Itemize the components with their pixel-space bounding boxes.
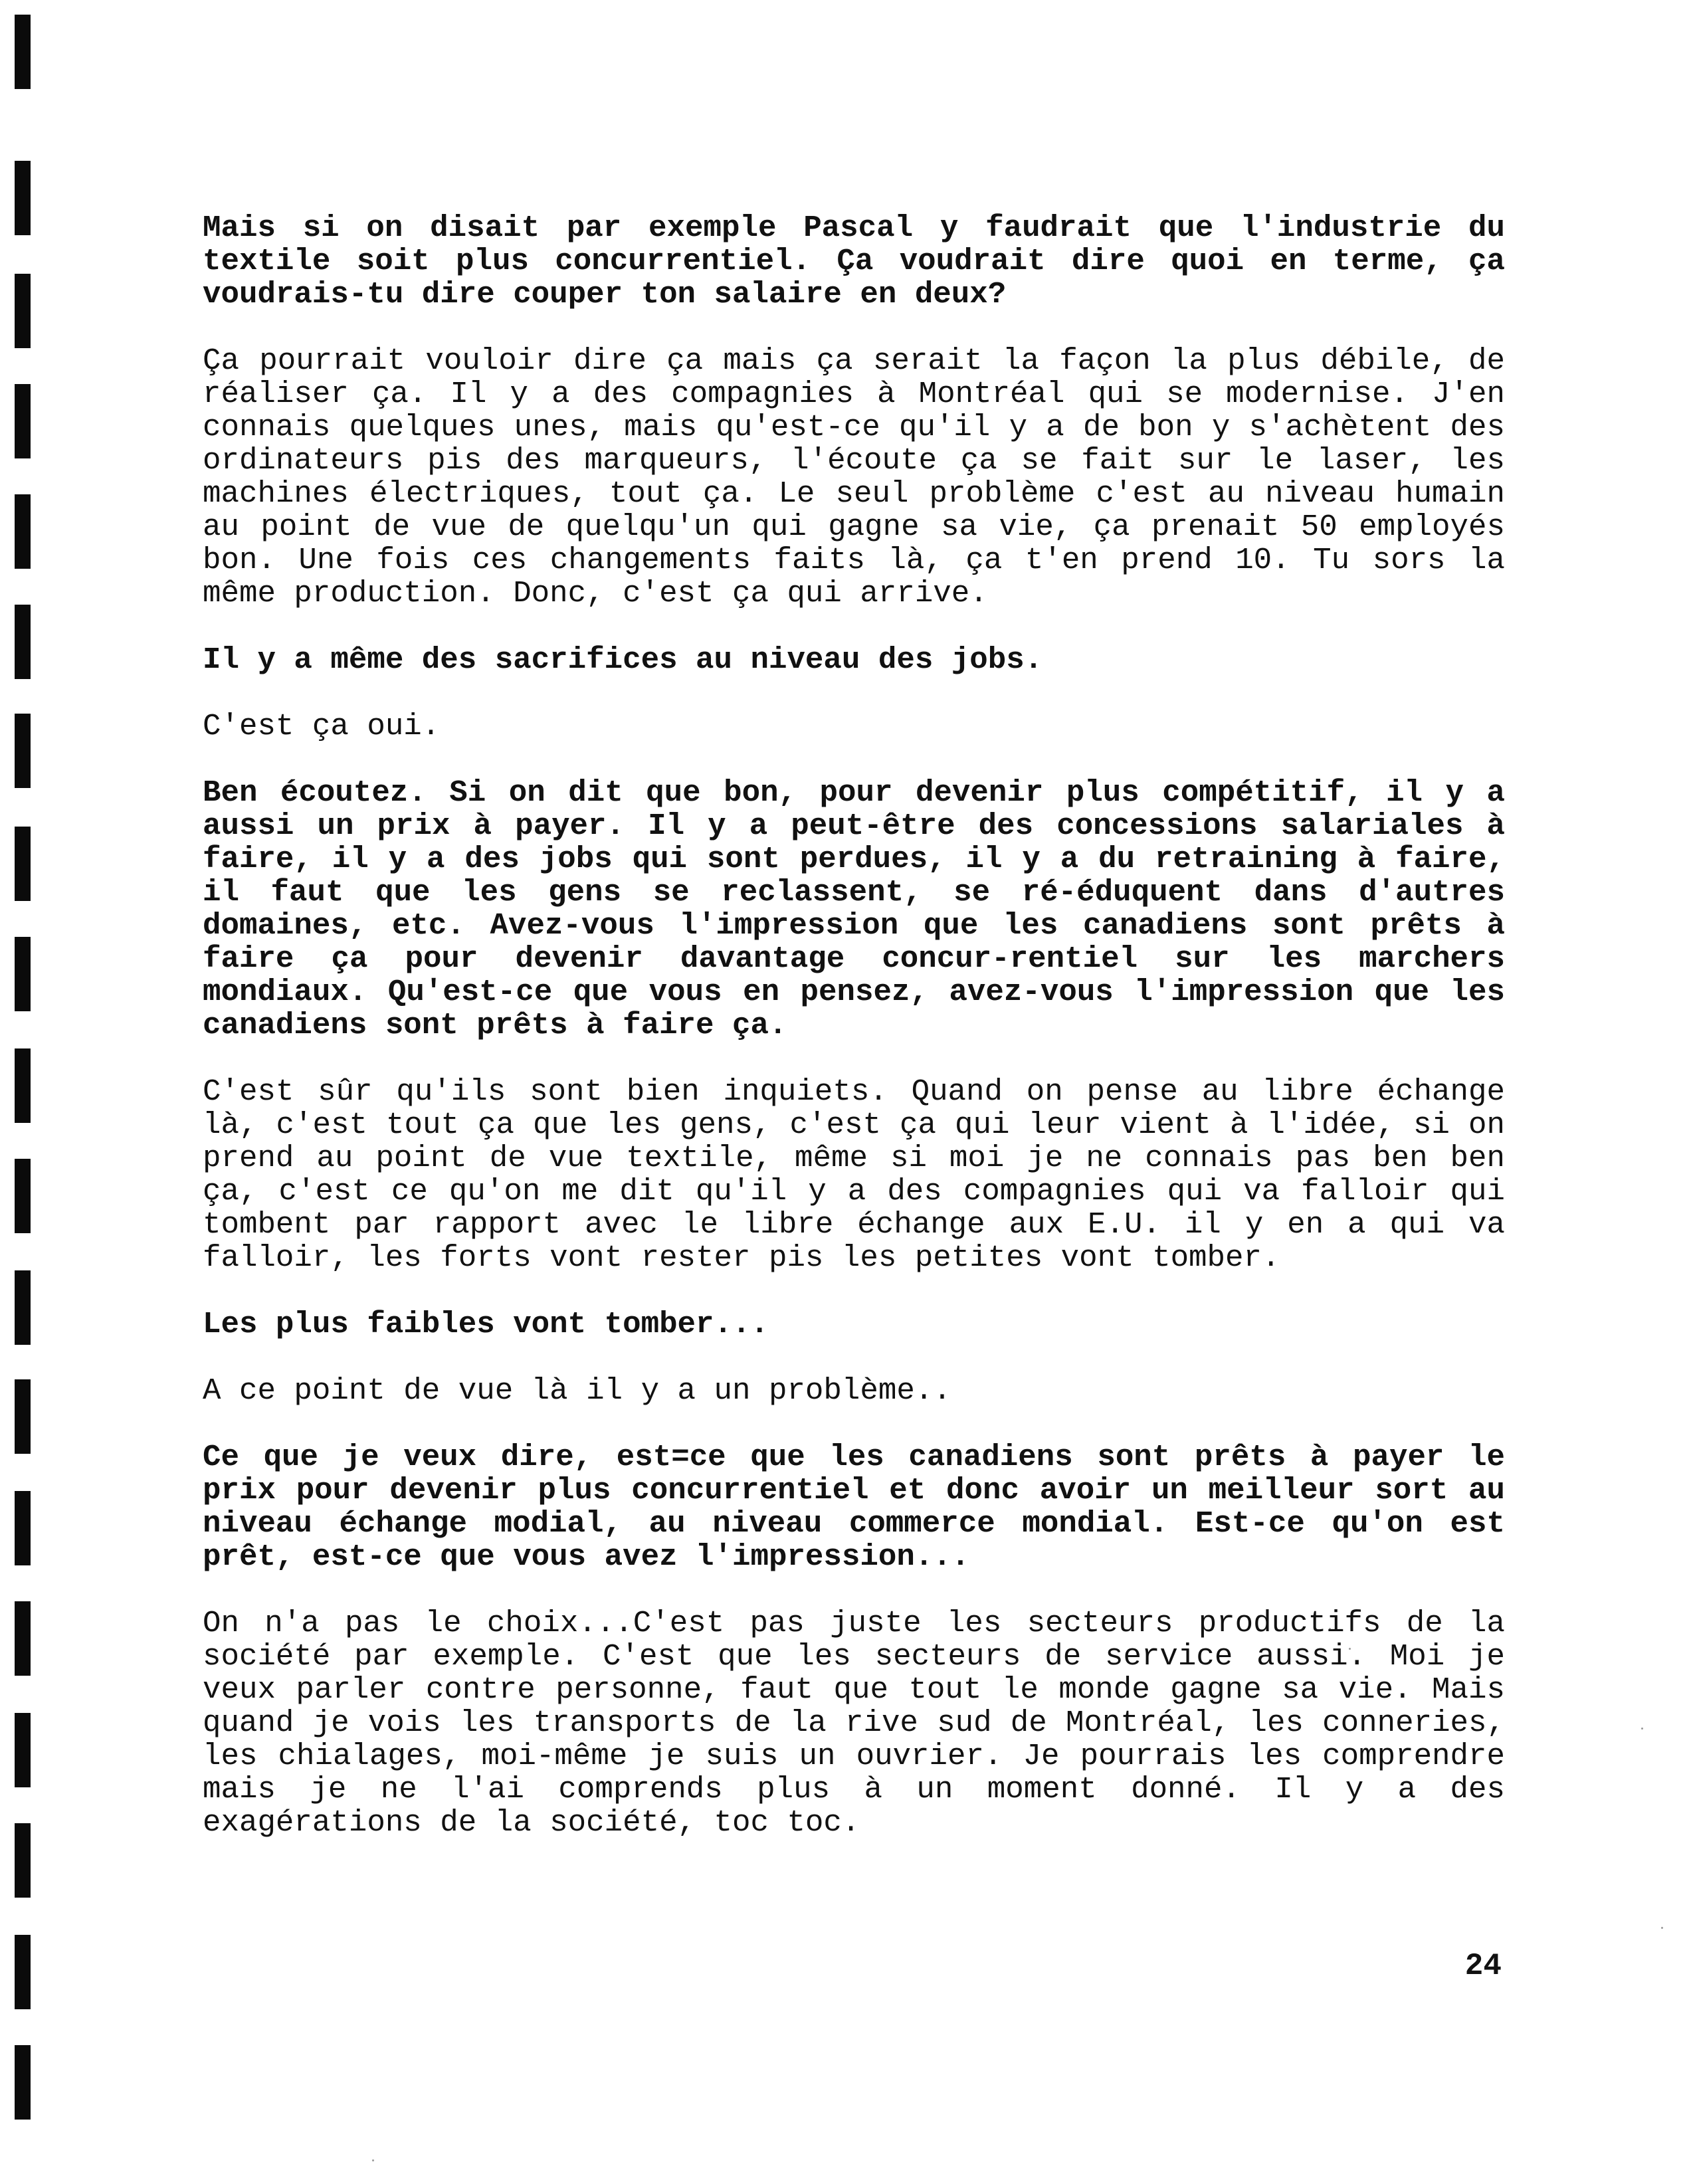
interviewer-question: Ben écoutez. Si on dit que bon, pour devenir plus compétitif, il y a aussi un prix à payer. Il y a peut-être des concessions salariales à faire, il y a des jobs qui sont perdues, il y a du retraining à faire, il faut que les gens se reclassent, se ré-éduquent dans d'autres domaines, etc. Avez-vous l'impression que les canadiens sont prêts à faire ça pour devenir davantage concur-rentiel sur les marchers mondiaux. Qu'est-ce que vous en pensez, avez-vous l'impression que les canadiens sont prêts à faire ça. xyxy=(203,775,1505,1042)
scan-speck xyxy=(1661,1927,1663,1929)
binding-hole xyxy=(15,15,31,89)
interviewer-question: Ce que je veux dire, est=ce que les canadiens sont prêts à payer le prix pour devenir plus concurrentiel et donc avoir un meilleur sort au niveau échange modial, au niveau commerce mondial. Est-ce qu'on est prêt, est-ce que vous avez l'impression... xyxy=(203,1440,1505,1574)
binding-hole xyxy=(15,714,31,788)
interviewer-question: Il y a même des sacrifices au niveau des jobs. xyxy=(203,643,1043,677)
interviewer-question: Mais si on disait par exemple Pascal y faudrait que l'industrie du textile soit plus concurrentiel. Ça voudrait dire quoi en terme, ça voudrais-tu dire couper ton salaire en deux? xyxy=(203,211,1505,312)
respondent-answer: A ce point de vue là il y a un problème.. xyxy=(203,1373,951,1408)
respondent-answer: C'est ça oui. xyxy=(203,709,441,744)
binding-hole xyxy=(15,1601,31,1676)
scan-speck xyxy=(372,2159,374,2161)
interviewer-question: Les plus faibles vont tomber... xyxy=(203,1307,769,1341)
binding-hole xyxy=(15,605,31,679)
binding-hole xyxy=(15,1935,31,2009)
respondent-answer: Ça pourrait vouloir dire ça mais ça serait la façon la plus débile, de réaliser ça. Il y a des compagnies à Montréal qui se modernise. J'en connais quelques unes, mais qu'est-ce qu'il y a de bon y s'achètent des ordinateurs pis des marqueurs, l'écoute ça se fait sur le laser, les machines électriques, tout ça. Le seul problème c'est au niveau humain au point de vue de quelqu'un qui gagne sa vie, ça prenait 50 employés bon. Une fois ces changements faits là, ça t'en prend 10. Tu sors la même production. Donc, c'est ça qui arrive. xyxy=(203,344,1505,611)
binding-hole xyxy=(15,1823,31,1898)
respondent-answer: On n'a pas le choix...C'est pas juste les secteurs productifs de la société par exemple. C'est que les secteurs de service aussi. Moi je veux parler contre personne, faut que tout le monde gagne sa vie. Mais quand je vois les transports de la rive sud de Montréal, les conneries, les chialages, moi-même je suis un ouvrier. Je pourrais les comprendre mais je ne l'ai comprends plus à un moment donné. Il y a des exagérations de la société, toc toc. xyxy=(203,1606,1505,1840)
binding-hole xyxy=(15,494,31,569)
binding-hole xyxy=(15,1270,31,1345)
binding-hole xyxy=(15,1159,31,1233)
respondent-answer: C'est sûr qu'ils sont bien inquiets. Quand on pense au libre échange là, c'est tout ça que les gens, c'est ça qui leur vient à l'idée, si on prend au point de vue textile, même si moi je ne connais pas ben ben ça, c'est ce qu'on me dit qu'il y a des compagnies qui va falloir qui tombent par rapport avec le libre échange aux E.U. il y en a qui va falloir, les forts vont rester pis les petites vont tomber. xyxy=(203,1074,1505,1275)
binding-hole xyxy=(15,937,31,1011)
binding-hole xyxy=(15,1491,31,1565)
binding-hole xyxy=(15,1379,31,1454)
binding-hole xyxy=(15,1713,31,1787)
binding-hole xyxy=(15,827,31,901)
binding-hole xyxy=(15,161,31,235)
scan-speck xyxy=(1641,1728,1643,1730)
binding-hole xyxy=(15,384,31,458)
binding-hole xyxy=(15,1048,31,1123)
page-number: 24 xyxy=(1464,1949,1502,1983)
transcript-body xyxy=(203,211,1505,1872)
binding-hole xyxy=(15,274,31,348)
binding-hole xyxy=(15,2045,31,2120)
